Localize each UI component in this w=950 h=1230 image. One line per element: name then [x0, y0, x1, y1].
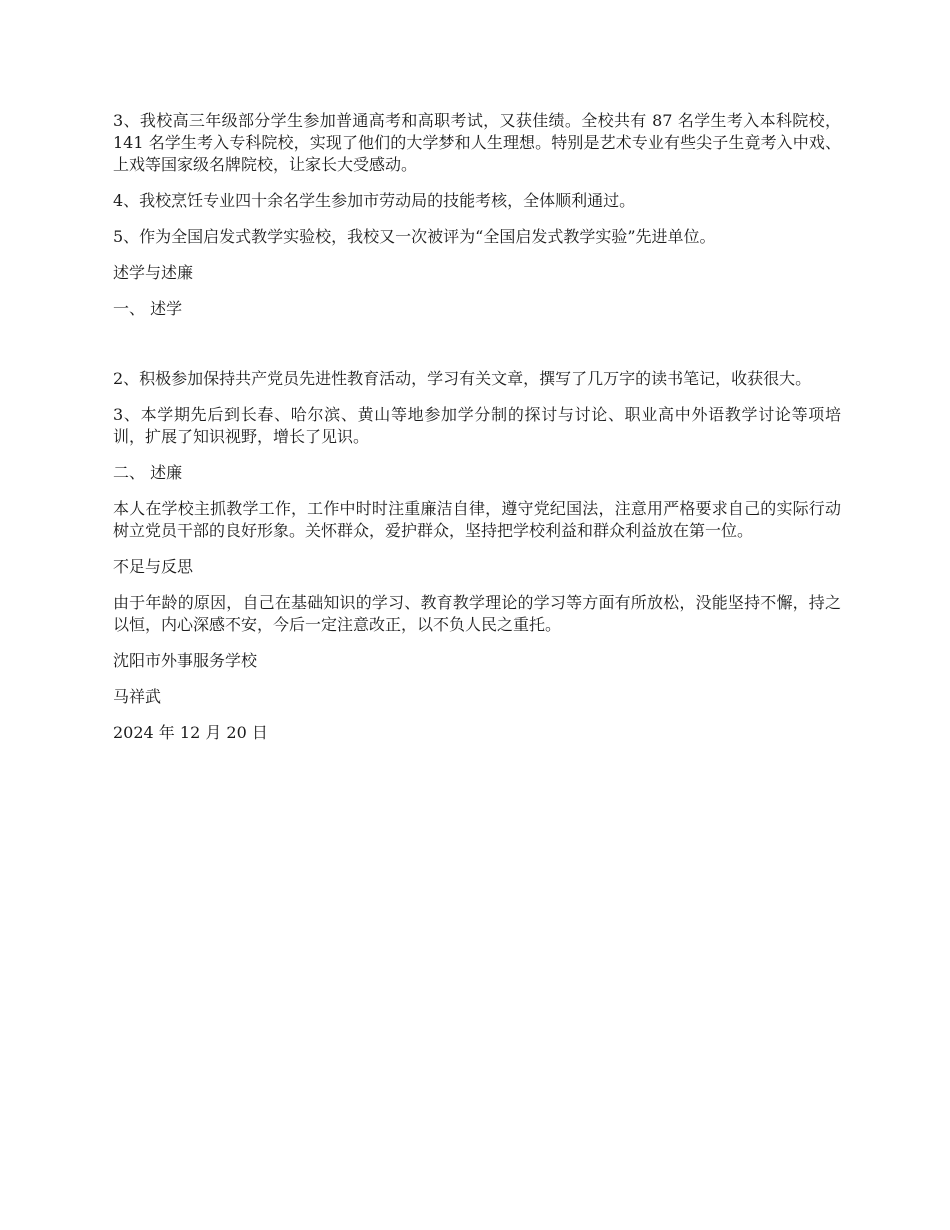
paragraph-party-education: 2、积极参加保持共产党员先进性教育活动，学习有关文章，撰写了几万字的读书笔记，收获很大。	[113, 369, 812, 388]
paragraph-training-trips: 3、本学期先后到长春、哈尔滨、黄山等地参加学分制的探讨与讨论、职业高中外语教学讨论等项培训，扩展了知识视野，增长了见识。	[113, 405, 841, 446]
signature-author-name: 马祥武	[113, 687, 162, 706]
paragraph-integrity-statement: 本人在学校主抓教学工作，工作中时时注重廉洁自律，遵守党纪国法，注意用严格要求自己的实际行动树立党员干部的良好形象。关怀群众，爱护群众，坚持把学校利益和群众利益放在第一位。	[113, 499, 841, 540]
paragraph-exam-results: 3、我校高三年级部分学生参加普通高考和高职考试，又获佳绩。全校共有 87 名学生考入本科院校，141 名学生考入专科院校，实现了他们的大学梦和人生理想。特别是艺术专业有些尖子生竟考入中戏、上戏等国家级名牌院校，让家长大受感动。	[113, 111, 841, 174]
subsection-heading-study: 一、 述学	[113, 299, 183, 318]
paragraph-cooking-assessment: 4、我校烹饪专业四十余名学生参加市劳动局的技能考核，全体顺利通过。	[113, 191, 636, 210]
section-heading-study-integrity: 述学与述廉	[113, 263, 194, 282]
document-page	[113, 110, 841, 744]
paragraph-heuristic-teaching-award: 5、作为全国启发式教学实验校，我校又一次被评为“全国启发式教学实验”先进单位。	[113, 227, 716, 246]
subsection-heading-integrity: 二、 述廉	[113, 463, 183, 482]
signature-school-name: 沈阳市外事服务学校	[113, 651, 258, 670]
section-heading-shortcomings: 不足与反思	[113, 557, 194, 576]
signature-date: 2024 年 12 月 20 日	[113, 723, 268, 742]
paragraph-reflection: 由于年龄的原因，自己在基础知识的学习、教育教学理论的学习等方面有所放松，没能坚持不懈，持之以恒，内心深感不安，今后一定注意改正，以不负人民之重托。	[113, 593, 841, 634]
